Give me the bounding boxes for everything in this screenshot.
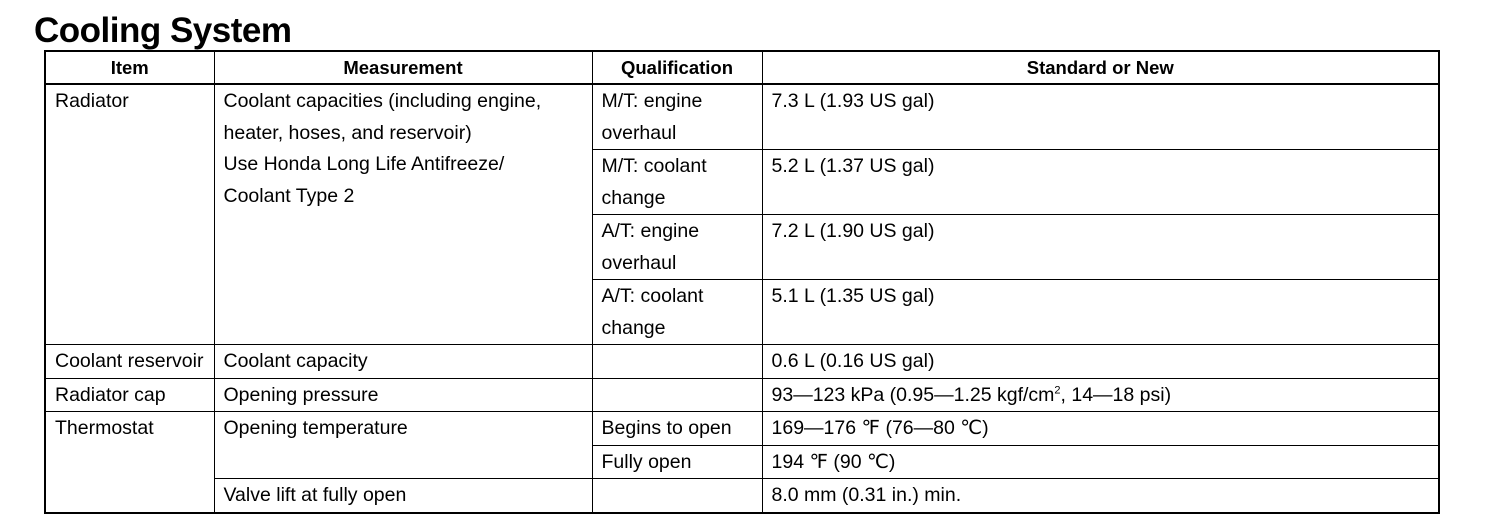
measurement-coolant-capacities [214, 84, 592, 345]
qualification-line: A/T: engine [601, 220, 700, 242]
standard-value: 5.1 L (1.35 US gal) [762, 280, 1439, 345]
qualification-line: M/T: engine [601, 90, 703, 112]
qualification-empty [592, 345, 762, 379]
standard-text: 93—123 kPa (0.95—1.25 kgf/cm [771, 383, 1055, 406]
standard-value: 7.3 L (1.93 US gal) [762, 84, 1439, 150]
measurement-opening-temperature: Opening temperature [214, 412, 592, 479]
qualification-at-coolant-change [592, 280, 762, 345]
qualification-line: change [601, 316, 666, 339]
measurement-line: heater, hoses, and reservoir) [223, 121, 472, 144]
measurement-coolant-capacity: Coolant capacity [214, 345, 592, 379]
standard-value: 169—176 ℉ (76—80 ℃) [762, 412, 1439, 446]
qualification-empty [592, 378, 762, 412]
qualification-at-engine-overhaul [592, 215, 762, 280]
header-qualification: Qualification [592, 51, 762, 84]
header-measurement: Measurement [214, 51, 592, 84]
cooling-system-spec-table [44, 50, 1440, 514]
measurement-line: Coolant Type 2 [223, 184, 355, 207]
table-row [45, 84, 1439, 150]
superscript: 2 [1054, 384, 1061, 396]
qualification-line: A/T: coolant [601, 285, 704, 307]
standard-text: , 14—18 psi) [1060, 383, 1172, 406]
qualification-line: overhaul [601, 251, 677, 274]
header-standard: Standard or New [762, 51, 1439, 84]
table-row [45, 378, 1439, 412]
table-row [45, 479, 1439, 513]
standard-value: 7.2 L (1.90 US gal) [762, 215, 1439, 280]
item-thermostat: Thermostat [45, 412, 214, 513]
page-title: Cooling System [34, 11, 292, 50]
qualification-line: M/T: coolant [601, 155, 707, 177]
standard-value: 194 ℉ (90 ℃) [762, 445, 1439, 479]
item-radiator: Radiator [45, 84, 214, 345]
item-coolant-reservoir: Coolant reservoir [45, 345, 214, 379]
qualification-mt-coolant-change [592, 150, 762, 215]
item-radiator-cap: Radiator cap [45, 378, 214, 412]
qualification-begins-to-open: Begins to open [592, 412, 762, 446]
qualification-line: change [601, 186, 666, 209]
measurement-valve-lift: Valve lift at fully open [214, 479, 592, 513]
qualification-fully-open: Fully open [592, 445, 762, 479]
standard-value: 0.6 L (0.16 US gal) [762, 345, 1439, 379]
measurement-opening-pressure: Opening pressure [214, 378, 592, 412]
table-header-row [45, 51, 1439, 84]
standard-value [762, 378, 1439, 412]
standard-value: 5.2 L (1.37 US gal) [762, 150, 1439, 215]
standard-value: 8.0 mm (0.31 in.) min. [762, 479, 1439, 513]
qualification-empty [592, 479, 762, 513]
header-item: Item [45, 51, 214, 84]
measurement-line: Coolant capacities (including engine, [223, 90, 542, 112]
table-row [45, 412, 1439, 446]
qualification-line: overhaul [601, 121, 677, 144]
qualification-mt-engine-overhaul [592, 84, 762, 150]
table-row [45, 345, 1439, 379]
measurement-line: Use Honda Long Life Antifreeze/ [223, 153, 505, 175]
